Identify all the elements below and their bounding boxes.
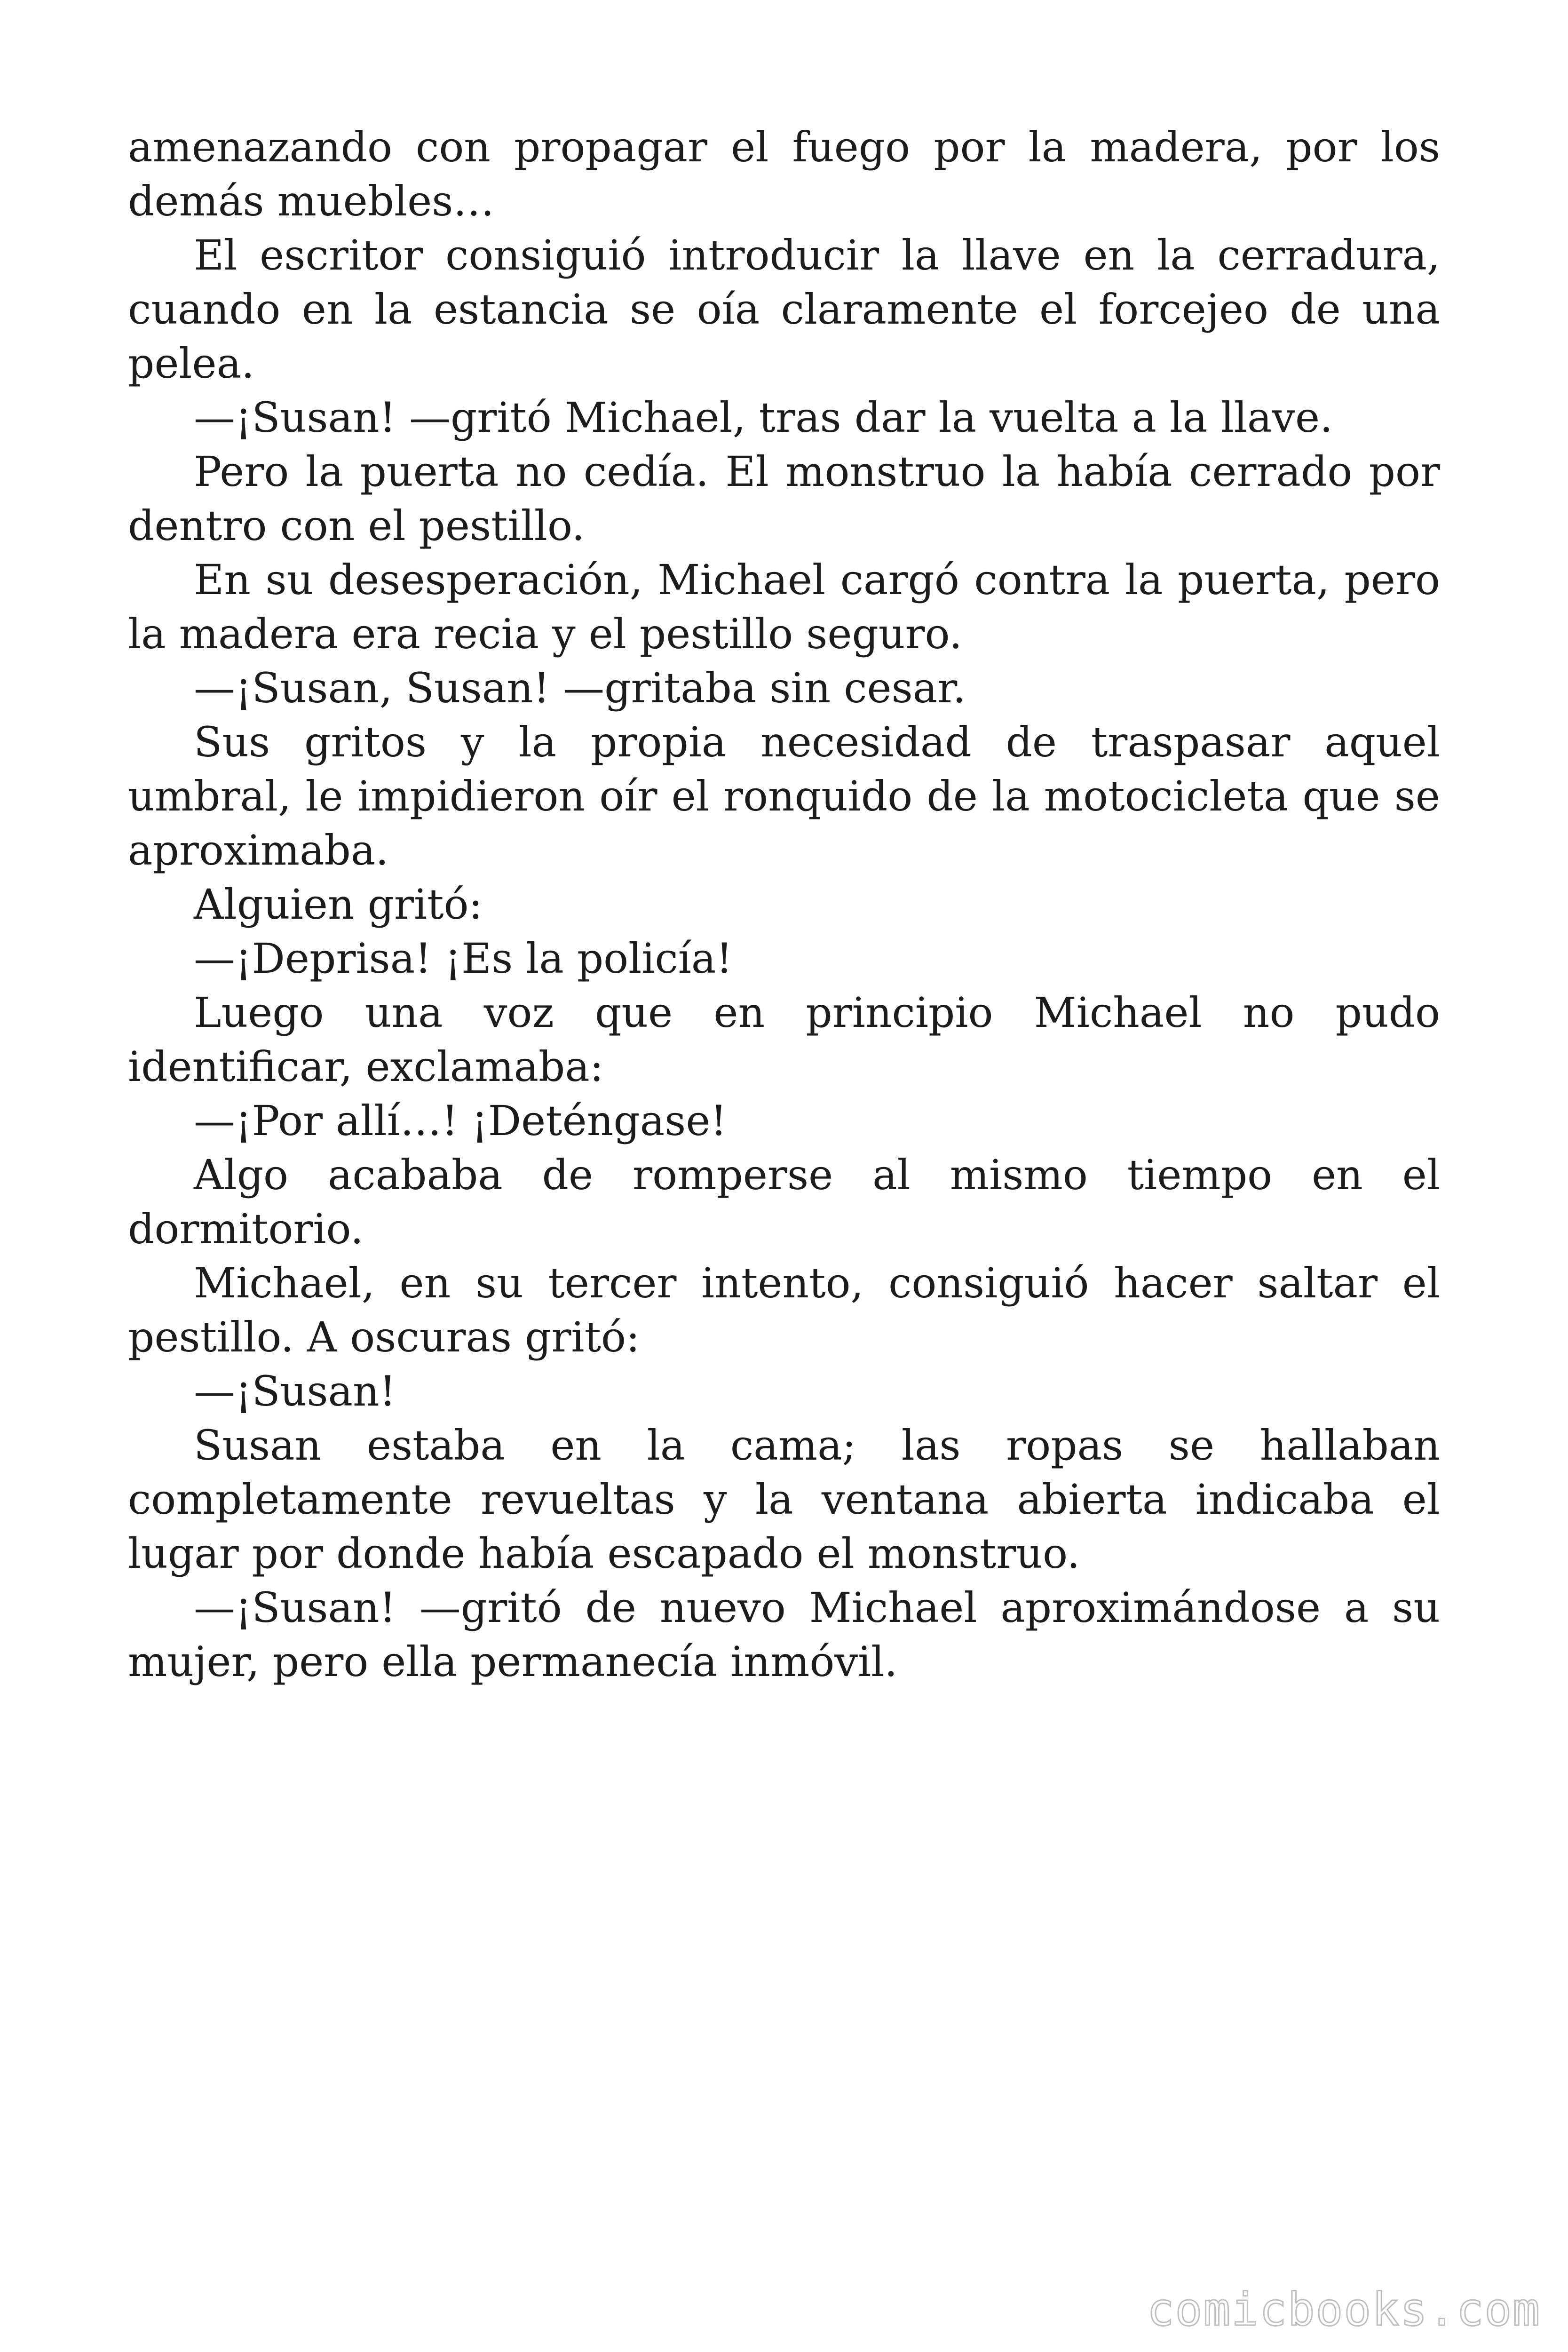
watermark: comicbooks.com — [1147, 2283, 1541, 2336]
paragraph: Sus gritos y la propia necesidad de traspasar aquel umbral, le impidieron oír el ronquido de la motocicleta que se aproximaba. — [128, 718, 1440, 874]
paragraph: Pero la puerta no cedía. El monstruo la había cerrado por dentro con el pestillo. — [128, 447, 1440, 550]
paragraph: —¡Susan! — [194, 1367, 396, 1415]
paragraph: Luego una voz que en principio Michael no pudo identificar, exclamaba: — [128, 988, 1440, 1091]
paragraph: Alguien gritó: — [194, 880, 483, 929]
paragraph: —¡Susan, Susan! —gritaba sin cesar. — [194, 664, 966, 712]
paragraph: amenazando con propagar el fuego por la madera, por los demás muebles… — [128, 123, 1440, 225]
page-body — [128, 120, 1440, 1689]
paragraph: El escritor consiguió introducir la llave en la cerradura, cuando en la estancia se oía claramente el forcejeo de una pelea. — [128, 231, 1440, 388]
paragraph: —¡Deprisa! ¡Es la policía! — [194, 934, 733, 983]
paragraph: Michael, en su tercer intento, consiguió hacer saltar el pestillo. A oscuras gritó: — [128, 1259, 1440, 1361]
paragraph: —¡Susan! —gritó Michael, tras dar la vuelta a la llave. — [194, 393, 1333, 442]
paragraph: En su desesperación, Michael cargó contra la puerta, pero la madera era recia y el pestillo seguro. — [128, 556, 1440, 658]
paragraph: Algo acababa de romperse al mismo tiempo en el dormitorio. — [128, 1151, 1440, 1253]
paragraph: —¡Por allí…! ¡Deténgase! — [194, 1097, 727, 1145]
paragraph: —¡Susan! —gritó de nuevo Michael aproximándose a su mujer, pero ella permanecía inmóvil. — [128, 1583, 1440, 1686]
paragraph: Susan estaba en la cama; las ropas se hallaban completamente revueltas y la ventana abierta indicaba el lugar por donde había escapado el monstruo. — [128, 1421, 1440, 1578]
